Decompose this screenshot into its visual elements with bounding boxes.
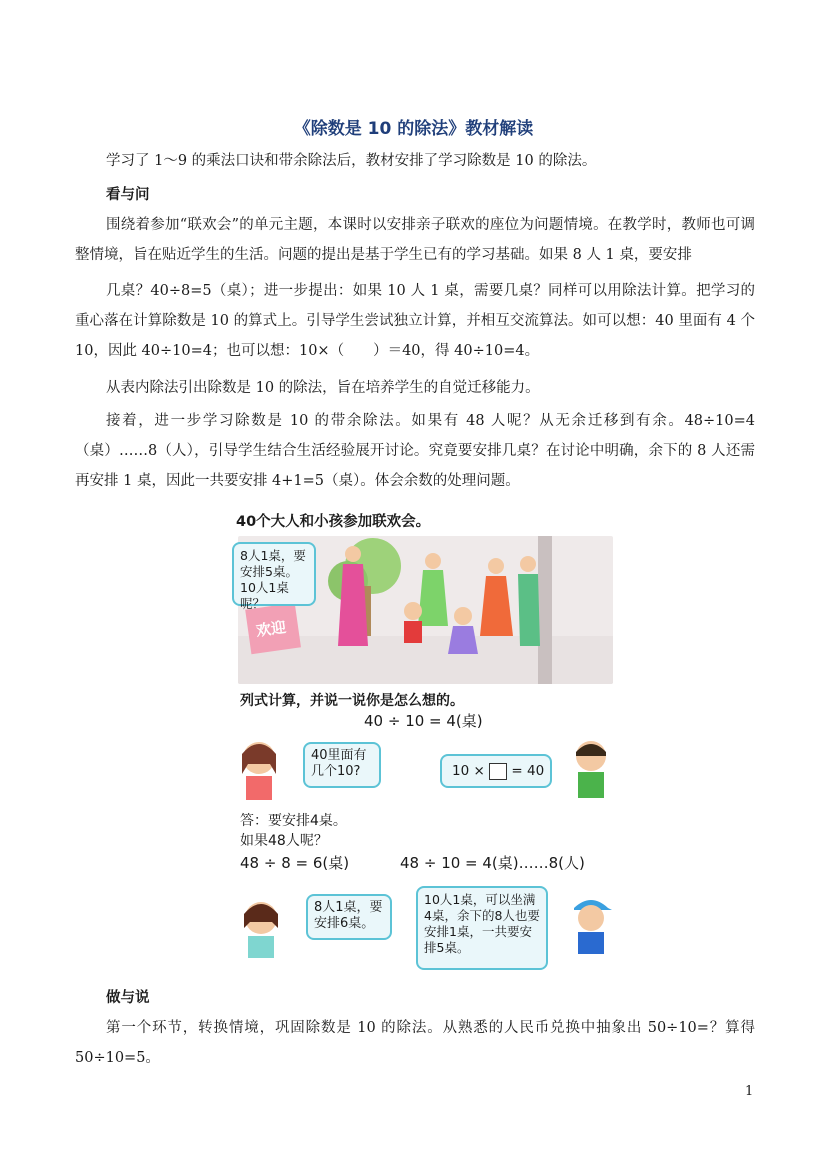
paragraph-3: 接着，进一步学习除数是 10 的带余除法。如果有 48 人呢？从无余迁移到有余。48÷10=4（桌）……8（人），引导学生结合生活经验展开讨论。究竟要安排几桌？在讨论中明确，余下的 8 人还需再安排 1 桌，因此一共要安排 4+1=5（桌）。体会余数的处理问题。 <box>75 413 755 489</box>
section-heading-do-say: 做与说 <box>106 990 150 1006</box>
paragraph-4: 第一个环节，转换情境，巩固除数是 10 的除法。从熟悉的人民币兑换中抽象出 50÷10=？算得 50÷10=5。 <box>75 1020 755 1066</box>
equation-right: = 40 <box>511 763 545 779</box>
figure-top-caption: 40个大人和小孩参加联欢会。 <box>236 514 431 530</box>
equation-box-bubble <box>440 754 552 788</box>
document-title: 《除数是 10 的除法》教材解读 <box>293 119 534 139</box>
equation-40-div-10: 40 ÷ 10 = 4(桌) <box>364 712 483 730</box>
equation-left: 10 × <box>452 763 485 779</box>
equation-48-div-10: 48 ÷ 10 = 4(桌)……8(人) <box>400 854 585 872</box>
girl-avatar-2 <box>236 894 286 960</box>
girl-avatar <box>234 734 284 800</box>
paragraph-1: 围绕着参加“联欢会”的单元主题，本课时以安排亲子联欢的座位为问题情境。在教学时，教师也可调整情境，旨在贴近学生的生活。问题的提出是基于学生已有的学习基础。如果 8 人 1 桌，要安排 <box>75 217 755 263</box>
equation-48-div-8: 48 ÷ 8 = 6(桌) <box>240 854 350 872</box>
section-heading-look-ask: 看与问 <box>106 187 150 203</box>
instruction-text: 列式计算，并说一说你是怎么想的。 <box>240 693 464 709</box>
intro-paragraph: 学习了 1～9 的乘法口诀和带余除法后，教材安排了学习除数是 10 的除法。 <box>106 153 597 169</box>
paragraph-2: 从表内除法引出除数是 10 的除法，旨在培养学生的自觉迁移能力。 <box>106 380 540 396</box>
textbook-figure <box>232 502 615 974</box>
question-48-text: 如果48人呢？ <box>240 833 328 849</box>
welcome-sign-text: 欢迎 <box>254 617 288 640</box>
page-number: 1 <box>745 1084 754 1099</box>
blank-box <box>489 763 507 780</box>
boy-avatar-2 <box>568 888 614 954</box>
girl-thought-bubble: 40里面有几个10? <box>303 742 381 788</box>
girl-answer-bubble: 8人1桌，要安排6桌。 <box>306 894 392 940</box>
question-bubble: 8人1桌，要安排5桌。10人1桌呢？ <box>232 542 316 606</box>
paragraph-1b: 几桌？40÷8=5（桌）；进一步提出：如果 10 人 1 桌，需要几桌？同样可以用除法计算。把学习的重心落在计算除数是 10 的算式上。引导学生尝试独立计算，并相互交流算法。如可以想：40 里面有 4 个 10，因此 40÷10=4；也可以想：10×（ ）＝40，得 40÷10=4。 <box>75 283 755 359</box>
answer-text: 答：要安排4桌。 <box>240 813 347 829</box>
boy-answer-bubble: 10人1桌，可以坐满4桌，余下的8人也要安排1桌，一共要安排5桌。 <box>416 886 548 970</box>
boy-avatar <box>568 734 614 800</box>
